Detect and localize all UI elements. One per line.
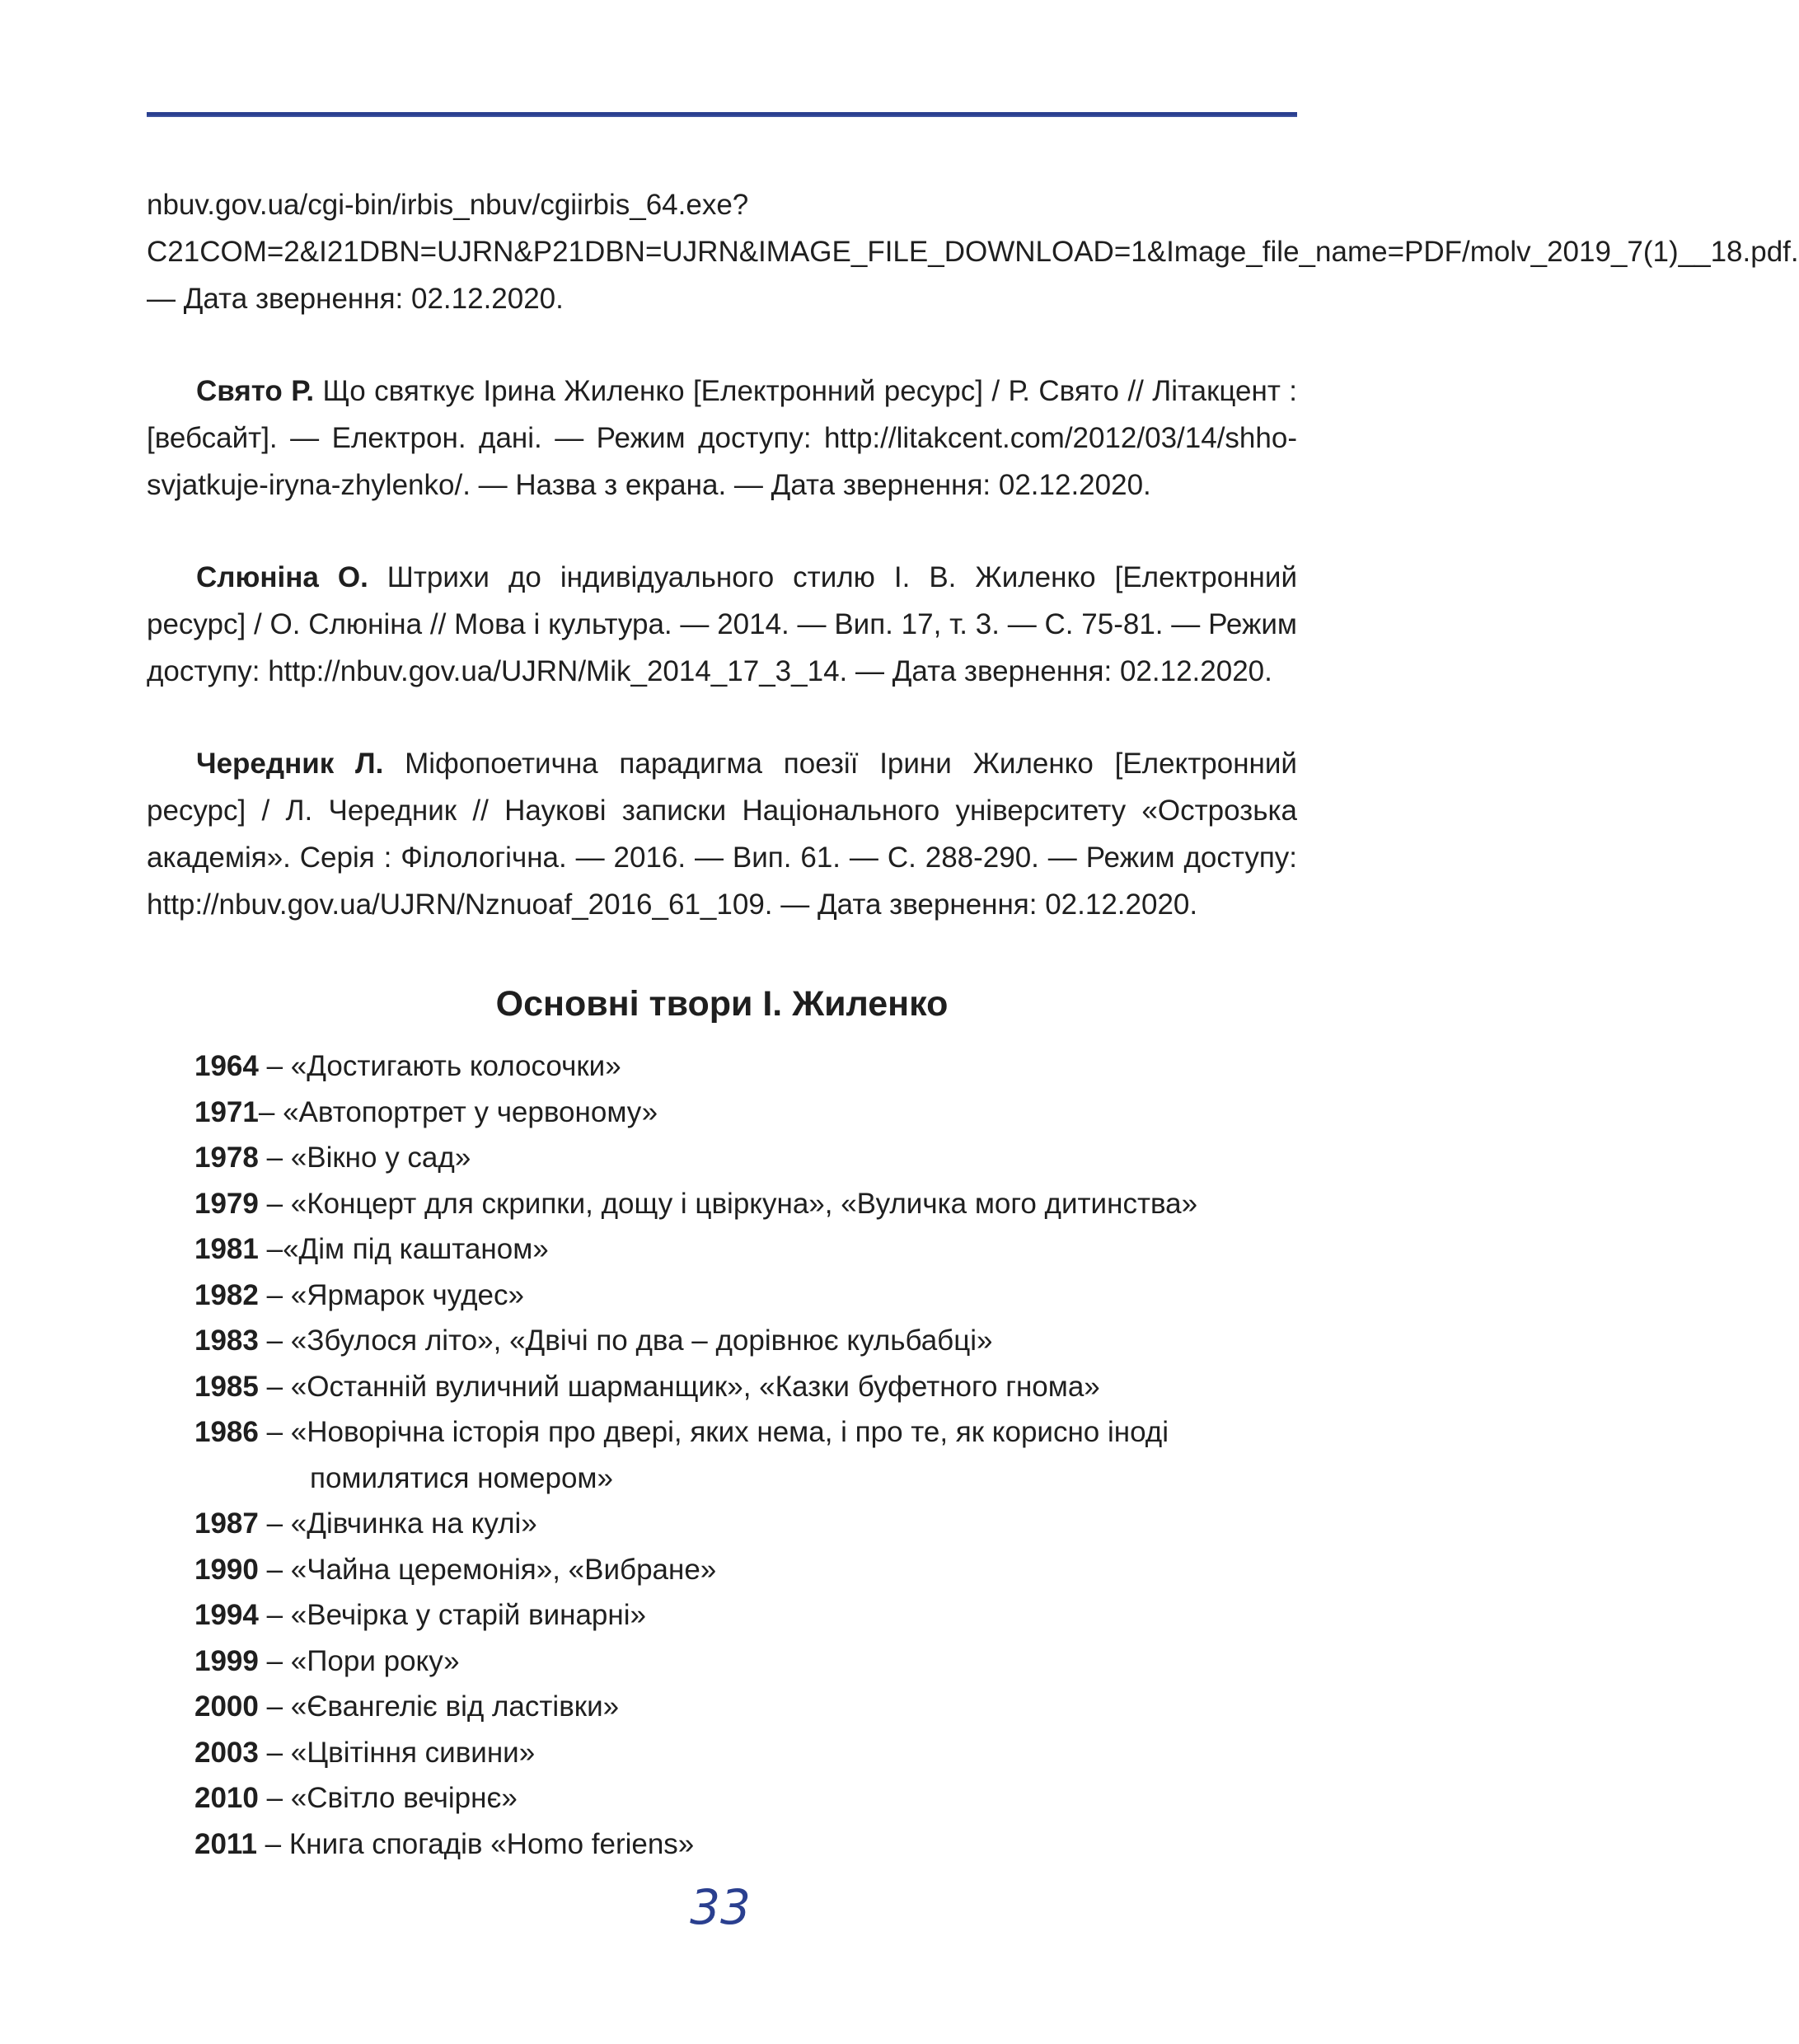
work-year: 1999 [194, 1644, 259, 1677]
work-title: – «Чайна церемонія», «Вибране» [258, 1553, 717, 1586]
list-item [194, 1730, 1297, 1776]
work-year: 1981 [194, 1233, 259, 1265]
list-item [194, 1273, 1297, 1319]
work-year: 2011 [194, 1827, 257, 1860]
list-item [194, 1501, 1297, 1547]
work-year: 1990 [194, 1553, 259, 1586]
list-item [194, 1181, 1297, 1227]
list-item [194, 1090, 1297, 1136]
work-title: – «Збулося літо», «Двічі по два – дорівнює кульбабці» [258, 1324, 993, 1357]
work-year: 1978 [194, 1142, 259, 1174]
list-item [194, 1318, 1297, 1364]
work-year: 1971 [194, 1095, 259, 1128]
work-title: – «Новорічна історія про двері, яких нема, і про те, як корисно іноді помилятися номером» [258, 1416, 1169, 1494]
work-year: 1994 [194, 1599, 259, 1631]
header-rule [147, 112, 1297, 117]
list-item [194, 1775, 1297, 1821]
work-title: – «Останній вуличний шарманщик», «Казки буфетного гнома» [258, 1370, 1100, 1403]
work-title: – «Ярмарок чудес» [258, 1278, 524, 1311]
work-title: – «Пори року» [258, 1644, 460, 1677]
reference-entry [147, 181, 1799, 322]
work-year: 2000 [194, 1690, 259, 1723]
list-item [194, 1821, 1297, 1868]
list-item [194, 1226, 1297, 1273]
work-title: – Книга спогадів «Homo feriens» [256, 1827, 695, 1860]
work-title: – «Дівчинка на кулі» [258, 1507, 537, 1540]
work-title: – «Вечірка у старій винарні» [258, 1599, 646, 1631]
works-list [147, 1043, 1297, 1867]
reference-author: Свято Р. [196, 375, 315, 407]
list-item [194, 1135, 1297, 1181]
work-year: 1986 [194, 1416, 259, 1448]
work-title: – «Автопортрет у червоному» [258, 1095, 658, 1128]
work-year: 2003 [194, 1736, 259, 1769]
list-item [194, 1638, 1297, 1685]
work-year: 1979 [194, 1187, 259, 1220]
reference-author: Слюніна О. [196, 561, 368, 593]
page-content [147, 181, 1799, 1867]
reference-text: Міфопоетична парадигма поезії Ірини Жиленко [Електронний ресурс] / Л. Чередник // Наукові записки Національного університету «Острозька академія». Серія : Філологічна. — 2016. — Вип. 61. — С. 288-290. — Режим доступу: http://nbuv.gov.ua/UJRN/Nznuoaf_2016_61_109. — Дата звернення: 02.12.2020. [147, 748, 1297, 921]
work-title: –«Дім під каштаном» [258, 1233, 549, 1265]
work-year: 1964 [194, 1050, 259, 1082]
list-item [194, 1043, 1297, 1090]
work-year: 1987 [194, 1507, 259, 1540]
work-year: 1982 [194, 1278, 259, 1311]
work-title: – «Євангеліє від ластівки» [258, 1690, 620, 1723]
work-year: 1985 [194, 1370, 259, 1403]
reference-text: Штрихи до індивідуального стилю І. В. Жиленко [Електронний ресурс] / О. Слюніна // Мова і культура. — 2014. — Вип. 17, т. 3. — С. 75-81. — Режим доступу: http://nbuv.gov.ua/UJRN/Mik_2014_17_3_14. — Дата звернення: 02.12.2020. [147, 561, 1297, 687]
reference-entry [147, 554, 1297, 695]
reference-entry [147, 368, 1297, 509]
work-year: 1983 [194, 1324, 259, 1357]
work-title: – «Світло вечірнє» [258, 1782, 518, 1814]
list-item [194, 1592, 1297, 1638]
reference-text: nbuv.gov.ua/cgi-bin/irbis_nbuv/cgiirbis_64.exe?C21COM=2&I21DBN=UJRN&P21DBN=UJRN&IMAGE_FILE_DOWNLOAD=1&Image_file_name=PDF/molv_2019_7(1)__18.pdf. — Дата звернення: 02.12.2020. [147, 189, 1799, 315]
work-title: – «Достигають колосочки» [258, 1050, 621, 1082]
reference-author: Чередник Л. [196, 748, 384, 780]
work-title: – «Концерт для скрипки, дощу і цвіркуна», «Вуличка мого дитинства» [258, 1187, 1198, 1220]
work-title: – «Цвітіння сивини» [258, 1736, 536, 1769]
reference-text: Що святкує Ірина Жиленко [Електронний ресурс] / Р. Свято // Літакцент : [вебсайт]. — Електрон. дані. — Режим доступу: http://litakcent.com/2012/03/14/shho-svjatkuje-iryna-zhylenko/. — Назва з екрана. — Дата звернення: 02.12.2020. [147, 375, 1297, 501]
reference-entry [147, 740, 1297, 928]
list-item [194, 1547, 1297, 1593]
list-item [194, 1684, 1297, 1730]
work-year: 2010 [194, 1782, 259, 1814]
work-title: – «Вікно у сад» [258, 1142, 471, 1174]
section-title: Основні твори І. Жиленко [495, 984, 949, 1024]
list-item [194, 1364, 1297, 1410]
list-item [194, 1409, 1297, 1501]
page-number: 33 [690, 1879, 751, 1935]
